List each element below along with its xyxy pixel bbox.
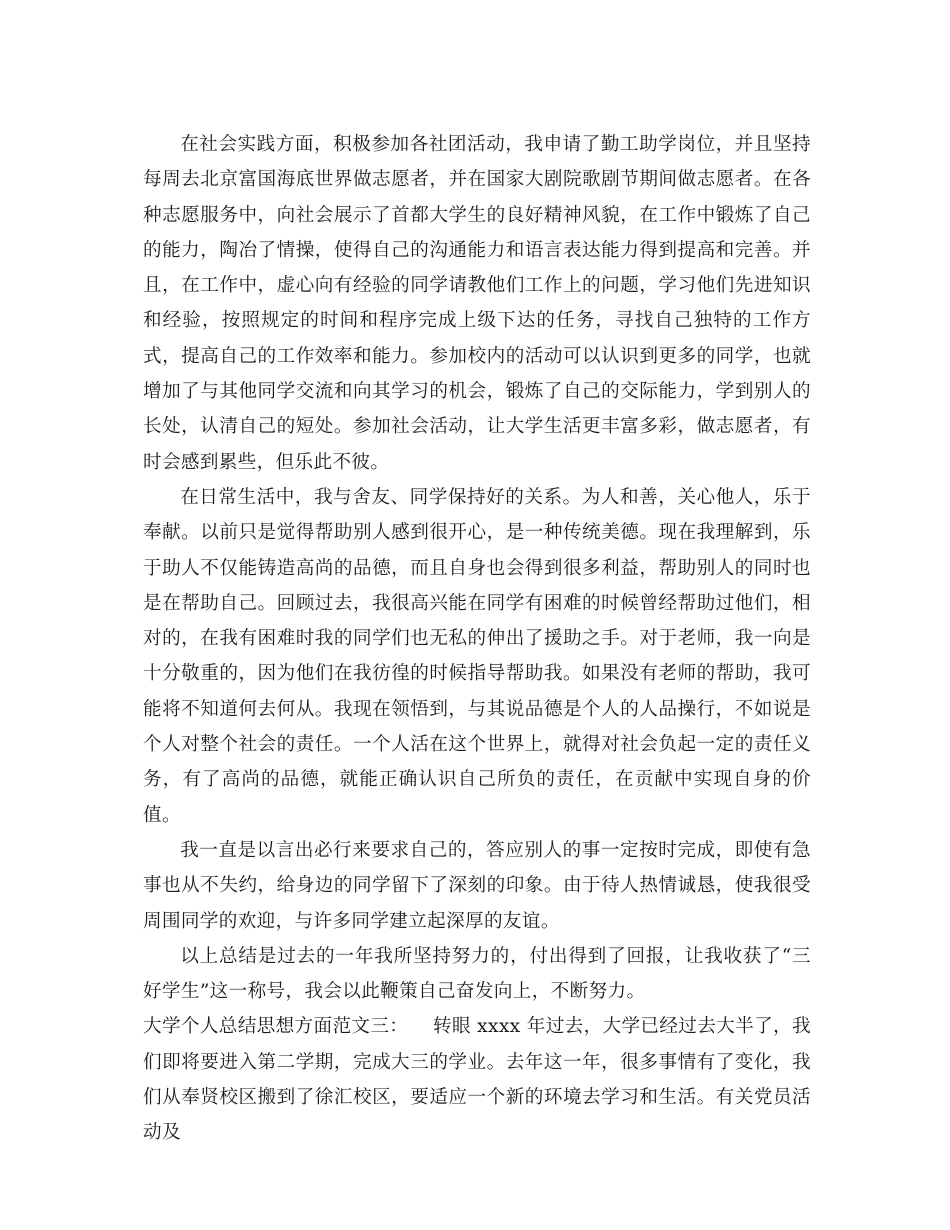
paragraph-daily-life: 在日常生活中，我与舍友、同学保持好的关系。为人和善，关心他人，乐于奉献。以前只是觉得帮助别人感到很开心，是一种传统美德。现在我理解到，乐于助人不仅能铸造高尚的品德，而且自身也会得到很多利益，帮助别人的同时也是在帮助自己。回顾过去，我很高兴能在同学有困难的时候曾经帮助过他们，相对的，在我有困难时我的同学们也无私的伸出了援助之手。对于老师，我一向是十分敬重的，因为他们在我彷徨的时候指导帮助我。如果没有老师的帮助，我可能将不知道何去何从。我现在领悟到，与其说品德是个人的人品操行，不如说是个人对整个社会的责任。一个人活在这个世界上，就得对社会负起一定的责任义务，有了高尚的品德，就能正确认识自己所负的责任，在贡献中实现自身的价值。 xyxy=(143,486,811,826)
paragraph-keeping-promises: 我一直是以言出必行来要求自己的，答应别人的事一定按时完成，即使有急事也从不失约，给身边的同学留下了深刻的印象。由于待人热情诚恳，使我很受周围同学的欢迎，与许多同学建立起深厚的友谊。 xyxy=(143,839,811,932)
document-body xyxy=(143,127,811,1151)
paragraph-summary: 以上总结是过去的一年我所坚持努力的，付出得到了回报，让我收获了“三好学生”这一称号，我会以此鞭策自己奋发向上，不断努力。 xyxy=(143,945,811,1003)
section-heading-line xyxy=(143,1009,811,1044)
section-first-line: 转眼 xxxx 年过去，大学已经过去大半了，我 xyxy=(433,1016,811,1038)
section-continuation: 们即将要进入第二学期，完成大三的学业。去年这一年，很多事情有了变化，我们从奉贤校区搬到了徐汇校区，要适应一个新的环境去学习和生活。有关党员活动及 xyxy=(143,1051,811,1144)
section-heading: 大学个人总结思想方面范文三： xyxy=(143,1016,409,1038)
paragraph-social-practice: 在社会实践方面，积极参加各社团活动，我申请了勤工助学岗位，并且坚持每周去北京富国海底世界做志愿者，并在国家大剧院歌剧节期间做志愿者。在各种志愿服务中，向社会展示了首都大学生的良好精神风貌，在工作中锻炼了自己的能力，陶冶了情操，使得自己的沟通能力和语言表达能力得到提高和完善。并且，在工作中，虚心向有经验的同学请教他们工作上的问题，学习他们先进知识和经验，按照规定的时间和程序完成上级下达的任务，寻找自己独特的工作方式，提高自己的工作效率和能力。参加校内的活动可以认识到更多的同学，也就增加了与其他同学交流和向其学习的机会，锻炼了自己的交际能力，学到别人的长处，认清自己的短处。参加社会活动，让大学生活更丰富多彩，做志愿者，有时会感到累些，但乐此不彼。 xyxy=(143,134,811,473)
